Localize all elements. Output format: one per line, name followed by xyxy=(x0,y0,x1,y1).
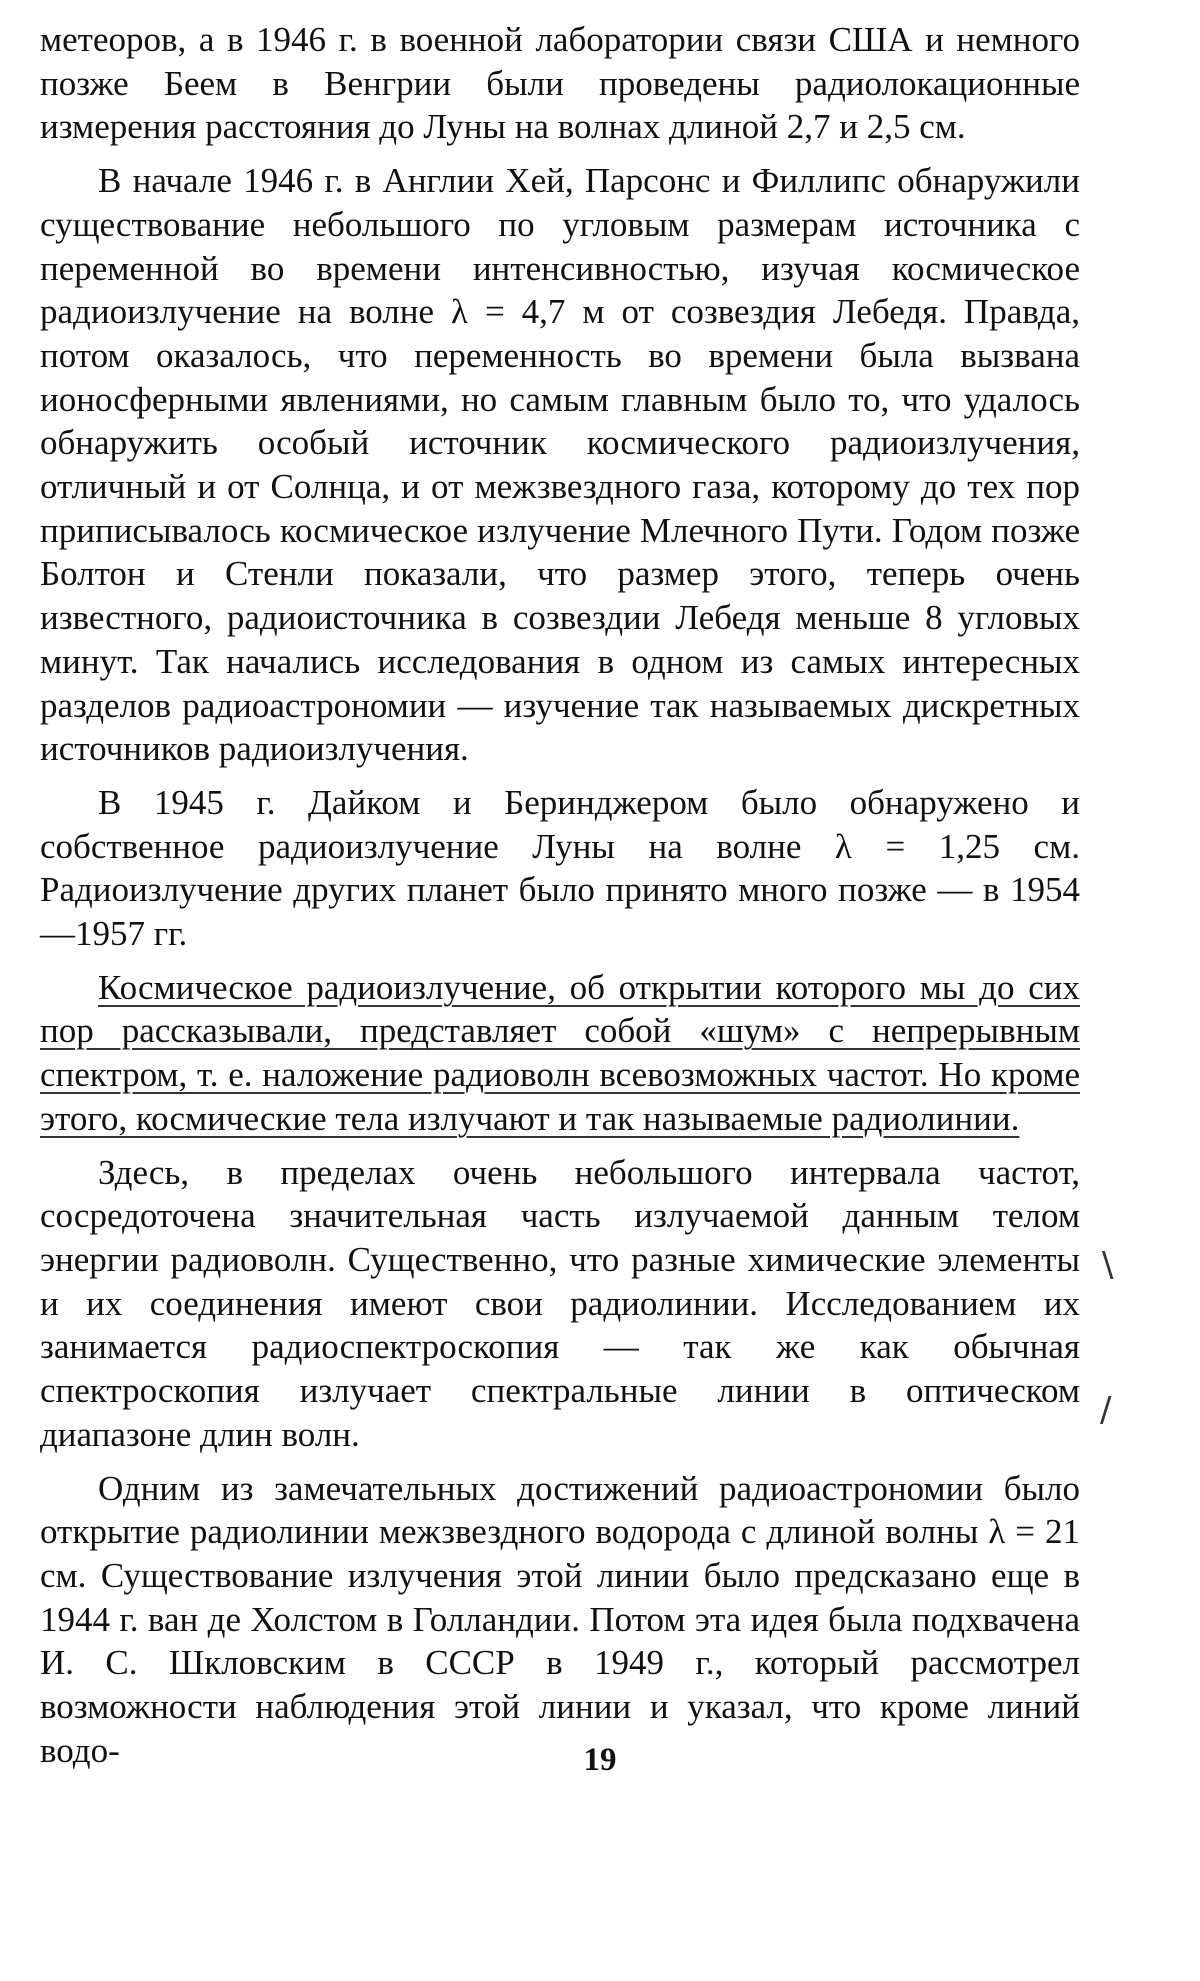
paragraph-4: Космическое радиоизлучение, об открытии которого мы до сих пор рассказывали, представляет собой «шум» с непрерывным спектром, т. е. наложение радиоволн всевозможных частот. Но кроме этого, космические тела излучают и так называемые радиолинии. xyxy=(40,967,1080,1138)
paragraph-3: В 1945 г. Дайком и Беринджером было обнаружено и собственное радиоизлучение Луны на волне λ = 1,25 см. Радиоизлучение других планет было принято много позже — в 1954—1957 гг. xyxy=(40,782,1080,954)
paragraph-1: метеоров, а в 1946 г. в военной лаборатории связи США и немного позже Беем в Венгрии были проведены радиолокационные измерения расстояния до Луны на волнах длиной 2,7 и 2,5 см. xyxy=(40,20,1080,147)
paragraph-5: Здесь, в пределах очень небольшого интервала частот, сосредоточена значительная часть излучаемой данным телом энергии радиоволн. Существенно, что разные химические элементы и их соединения имеют свои радиолинии. Исследованием их занимается радиоспектроскопия — так же как обычная спектроскопия излучает спектральные линии в оптическом диапазоне длин волн. xyxy=(40,1152,1080,1454)
page-number: 19 xyxy=(583,1742,617,1778)
margin-mark-slash: / xyxy=(1100,1390,1112,1430)
paragraph-6: Одним из замечательных достижений радиоастрономии было открытие радиолинии межзвездного водорода с длиной волны λ = 21 см. Существование излучения этой линии было предсказано еще в 1944 г. ван де Холстом в Голландии. Потом эта идея была подхвачена И. С. Шкловским в СССР в 1949 г., который рассмотрел возможности наблюдения этой линии и указал, что кроме линий водо- xyxy=(40,1468,1080,1770)
margin-mark-backslash: \ xyxy=(1102,1245,1114,1285)
paragraph-2: В начале 1946 г. в Англии Хей, Парсонс и Филлипс обнаружили существование небольшого по угловым размерам источника с переменной во времени интенсивностью, изучая космическое радиоизлучение на волне λ = 4,7 м от созвездия Лебедя. Правда, потом оказалось, что переменность во времени была вызвана ионосферными явлениями, но самым главным было то, что удалось обнаружить особый источник космического радиоизлучения, отличный и от Солнца, и от межзвездного газа, которому до тех пор приписывалось космическое излучение Млечного Пути. Годом позже Болтон и Стенли показали, что размер этого, теперь очень известного, радиоисточника в созвездии Лебедя меньше 8 угловых минут. Так начались исследования в одном из самых интересных разделов радиоастрономии — изучение так называемых дискретных источников радиоизлучения. xyxy=(40,161,1080,769)
body-text xyxy=(40,18,1080,1782)
